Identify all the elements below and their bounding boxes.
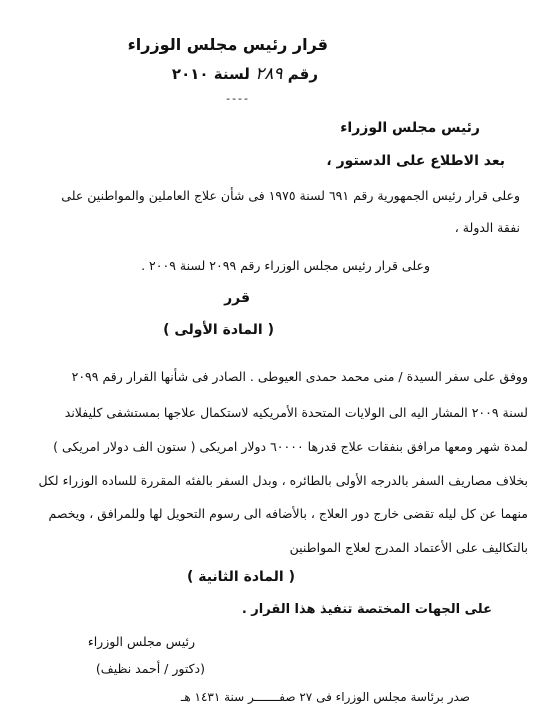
decree-number-value: ٢٨٩ <box>255 64 283 84</box>
constitution-line: بعد الاطلاع على الدستور ، <box>326 153 505 169</box>
article-2-heading: ( المادة الثانية ) <box>186 569 295 585</box>
decided-heading: قرر <box>224 290 250 306</box>
header-divider: ---- <box>226 92 250 105</box>
article-2-text: على الجهات المختصة تنفيذ هذا القرار . <box>241 602 492 617</box>
issuer-line: رئيس مجلس الوزراء <box>340 120 480 136</box>
issuance-footer: صدر برئاسة مجلس الوزراء فى ٢٧ صفـــــــر سنة ١٤٣١ هـ <box>180 690 470 704</box>
article-1-line: منهما عن كل ليله تقضى خارج دور العلاج ، بالأضافه الى رسوم التحويل لها وللمرافق ، ويخصم <box>48 506 528 521</box>
article-1-line: بالتكاليف على الأعتماد المدرج لعلاج المواطنين <box>289 540 528 555</box>
article-1-line: ووفق على سفر السيدة / منى محمد حمدى العيوطى . الصادر فى شأنها القرار رقم ٢٠٩٩ <box>71 369 528 384</box>
reference-1-line-2: نفقة الدولة ، <box>454 220 520 235</box>
article-1-line: بخلاف مصاريف السفر بالدرجه الأولى بالطائره ، وبدل السفر بالفئه المقررة للساده الوزراء لكل <box>38 473 528 488</box>
article-1-line: لسنة ٢٠٠٩ المشار اليه الى الولايات المتحدة الأمريكيه لاستكمال علاجها بمستشفى كليفلاند <box>64 405 528 420</box>
signature-title: رئيس مجلس الوزراء <box>87 634 195 649</box>
article-1-line: لمدة شهر ومعها مرافق بنفقات علاج قدرها ٦٠٠٠٠ دولار امريكى ( ستون الف دولار امريكى ) <box>53 439 528 454</box>
signature-name: (دكتور / أحمد نظيف) <box>95 661 205 676</box>
reference-1-line-1: وعلى قرار رئيس الجمهورية رقم ٦٩١ لسنة ١٩٧٥ فى شأن علاج العاملين والمواطنين على <box>61 188 520 203</box>
reference-2-line: وعلى قرار رئيس مجلس الوزراء رقم ٢٠٩٩ لسنة ٢٠٠٩ . <box>141 258 430 273</box>
decree-year: لسنة ٢٠١٠ <box>171 65 250 83</box>
decree-number-line <box>172 64 318 84</box>
article-1-heading: ( المادة الأولى ) <box>163 322 274 338</box>
decree-title: قرار رئيس مجلس الوزراء <box>127 35 328 54</box>
decree-number-label: رقم <box>287 65 318 83</box>
